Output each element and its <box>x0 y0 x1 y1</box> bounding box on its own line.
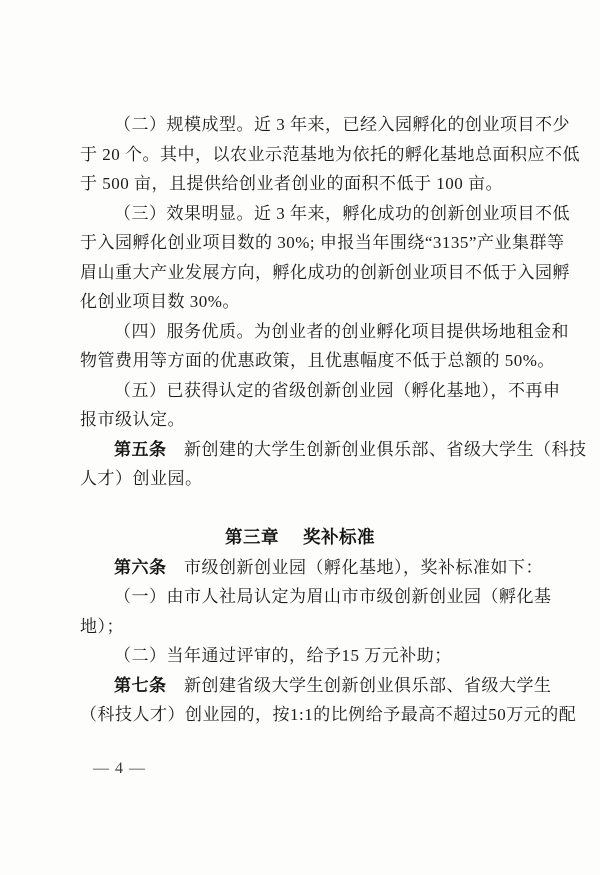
text-segment: 人才）创业园。 <box>80 469 203 488</box>
text-line <box>80 612 520 642</box>
text-line <box>80 346 555 376</box>
text-line <box>80 582 552 612</box>
bold-text-segment: 奖补标准 <box>303 527 375 547</box>
text-line <box>80 435 587 465</box>
text-segment: （二）当年通过评审的，给予15 万元补助； <box>114 646 452 665</box>
text-segment: 于 20 个。其中，以农业示范基地为依托的孵化基地总面积应不低 <box>80 144 580 164</box>
chapter-heading <box>80 523 520 553</box>
text-segment: （五）已获得认定的省级创新创业园（孵化基地），不再申 <box>114 380 561 400</box>
text-segment: 化创业项目数 30%。 <box>80 292 240 311</box>
text-line <box>80 199 570 229</box>
text-segment: 于入园孵化创业项目数的 30%; 申报当年围绕“3135”产业集群等 <box>80 233 565 252</box>
text-segment: 新创建的大学生创新创业俱乐部、省级大学生（科技 <box>166 439 587 459</box>
text-segment: （三）效果明显。近 3 年来，孵化成功的创新创业项目不低 <box>114 203 570 223</box>
text-segment: 新创建省级大学生创新创业俱乐部、省级大学生 <box>166 675 552 695</box>
text-segment: （一）由市人社局认定为眉山市市级创新创业园（孵化基 <box>114 587 552 606</box>
text-line <box>80 317 569 347</box>
text-line <box>80 700 577 730</box>
text-line <box>80 287 520 317</box>
text-segment: （二）规模成型。近 3 年来，已经入园孵化的创业项目不少 <box>114 115 570 134</box>
text-line <box>80 258 570 288</box>
bold-text-segment: 第三章 <box>225 527 279 547</box>
text-line <box>80 169 520 199</box>
blank-line <box>80 494 520 524</box>
text-line <box>80 464 520 494</box>
text-line <box>80 671 552 701</box>
text-line <box>80 405 520 435</box>
text-line <box>80 110 570 140</box>
bold-text-segment: 第六条 <box>114 557 167 577</box>
text-line <box>80 553 543 583</box>
text-line <box>80 228 565 258</box>
document-text-block <box>80 110 587 730</box>
text-segment: 眉山重大产业发展方向，孵化成功的创新创业项目不低于入园孵 <box>80 262 570 282</box>
text-segment: 地）； <box>80 616 124 636</box>
text-line <box>80 641 520 671</box>
text-segment: 市级创新创业园（孵化基地），奖补标准如下： <box>166 557 543 577</box>
text-segment: （四）服务优质。为创业者的创业孵化项目提供场地租金和 <box>114 321 569 341</box>
text-line <box>80 376 561 406</box>
page-number-footer: — 4 — <box>93 760 146 777</box>
text-segment: （科技人才）创业园的，按1:1的比例给予最高不超过50万元的配 <box>80 705 577 724</box>
text-segment: 于 500 亩，且提供给创业者创业的面积不低于 100 亩。 <box>80 174 503 193</box>
bold-text-segment: 第七条 <box>114 675 167 695</box>
text-line <box>80 140 580 170</box>
text-segment: 物管费用等方面的优惠政策，且优惠幅度不低于总额的 50%。 <box>80 351 555 370</box>
text-segment: 报市级认定。 <box>80 410 185 429</box>
bold-text-segment: 第五条 <box>114 439 167 459</box>
